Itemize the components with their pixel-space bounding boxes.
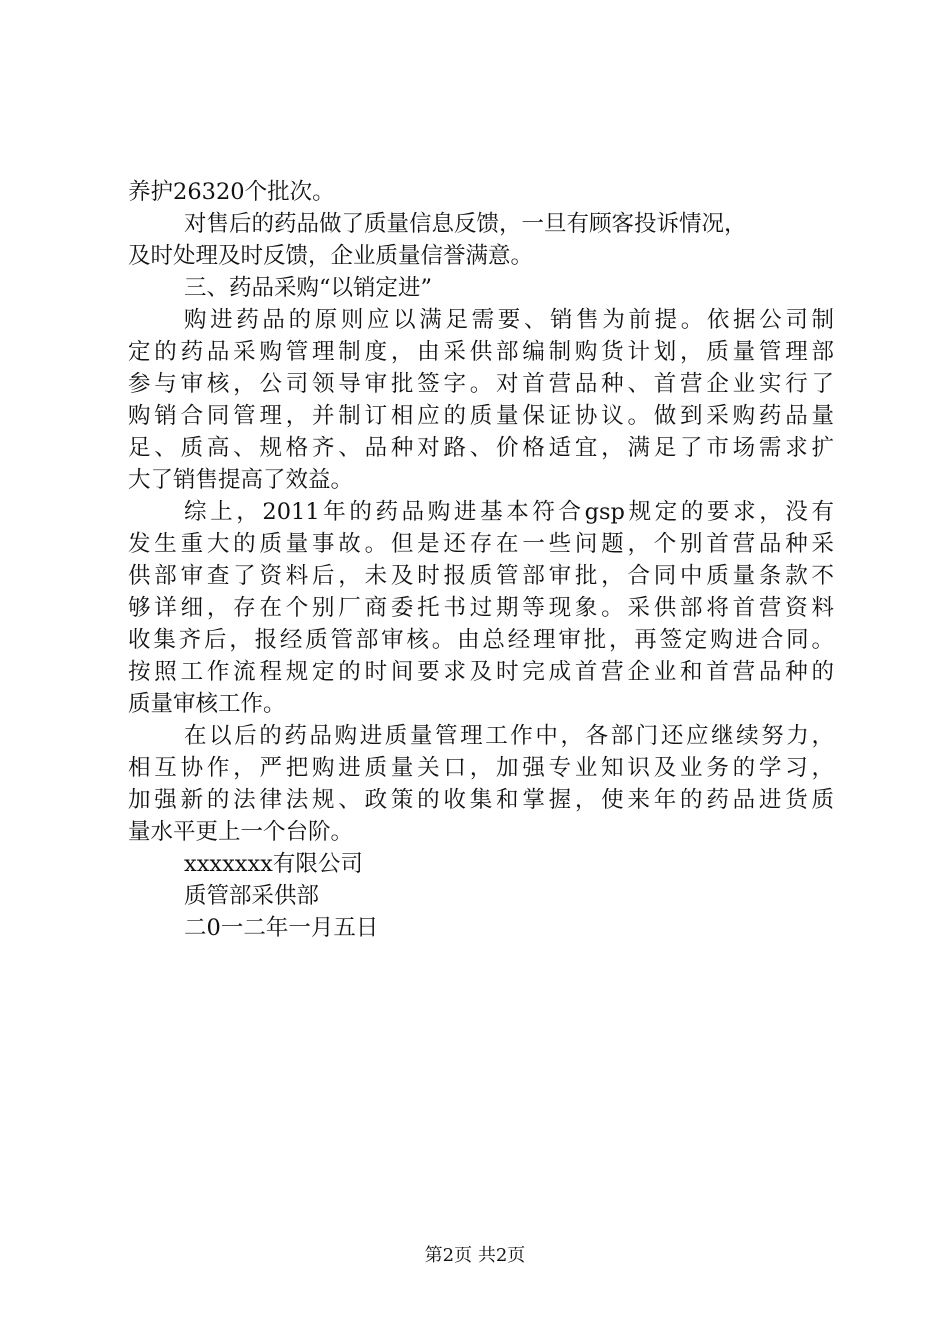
- paragraph-line: 定的药品采购管理制度，由采供部编制购货计划，质量管理部: [128, 339, 834, 365]
- paragraph-line: 足、质高、规格齐、品种对路、价格适宜，满足了市场需求扩: [128, 435, 834, 461]
- signature-company: xxxxxxx有限公司: [184, 851, 363, 877]
- page-number: 第2页 共2页: [424, 1245, 526, 1266]
- paragraph-line: 综上，2011年的药品购进基本符合gsp规定的要求，没有: [184, 499, 834, 525]
- paragraph-line: 量水平更上一个台阶。: [128, 819, 354, 845]
- signature-date: 二0一二年一月五日: [184, 915, 379, 941]
- paragraph-line: 养护26320个批次。: [128, 179, 335, 205]
- paragraph-line: 供部审查了资料后，未及时报质管部审批，合同中质量条款不: [128, 563, 834, 589]
- paragraph-line: 收集齐后，报经质管部审核。由总经理审批，再签定购进合同。: [128, 627, 834, 653]
- paragraph-line: 够详细，存在个别厂商委托书过期等现象。采供部将首营资料: [128, 595, 834, 621]
- paragraph-line: 按照工作流程规定的时间要求及时完成首营企业和首营品种的: [128, 659, 834, 685]
- paragraph-line: 参与审核，公司领导审批签字。对首营品种、首营企业实行了: [128, 371, 834, 397]
- paragraph-line: 大了销售提高了效益。: [128, 467, 354, 493]
- document-body: [128, 176, 834, 944]
- paragraph-line: 购销合同管理，并制订相应的质量保证协议。做到采购药品量: [128, 403, 834, 429]
- paragraph-line: 对售后的药品做了质量信息反馈，一旦有顾客投诉情况，: [184, 211, 747, 237]
- paragraph-line: 在以后的药品购进质量管理工作中，各部门还应继续努力，: [184, 723, 834, 749]
- signature-department: 质管部采供部: [184, 883, 320, 909]
- paragraph-line: 相互协作，严把购进质量关口，加强专业知识及业务的学习，: [128, 755, 834, 781]
- page-footer: [0, 1244, 950, 1268]
- paragraph-line: 及时处理及时反馈，企业质量信誉满意。: [128, 243, 534, 269]
- paragraph-line: 加强新的法律法规、政策的收集和掌握，使来年的药品进货质: [128, 787, 834, 813]
- paragraph-line: 购进药品的原则应以满足需要、销售为前提。依据公司制: [184, 307, 834, 333]
- paragraph-line: 质量审核工作。: [128, 691, 286, 717]
- section-heading: 三、药品采购“以销定进”: [184, 275, 433, 301]
- paragraph-line: 发生重大的质量事故。但是还存在一些问题，个别首营品种采: [128, 531, 834, 557]
